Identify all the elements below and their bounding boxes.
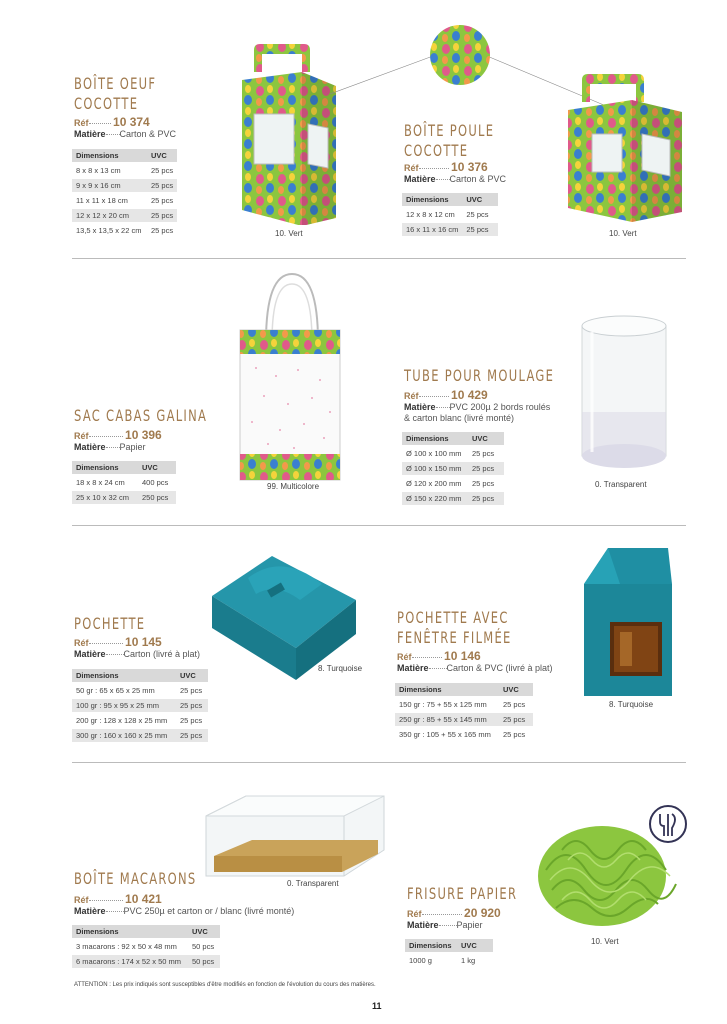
material-line: Matière PVC 200µ 2 bords roulés & carton blanc (livré monté) xyxy=(404,402,551,423)
material-line: Matière Carton (livré à plat) xyxy=(74,649,201,659)
table-row: 3 macarons : 92 x 50 x 48 mm 50 pcs xyxy=(76,942,215,951)
color-caption: 8. Turquoise xyxy=(318,664,363,673)
table-row: 250 gr : 85 + 55 x 145 mm 25 pcs xyxy=(395,713,533,726)
table-row: 350 gr : 105 + 55 x 165 mm 25 pcs xyxy=(399,730,526,739)
table-row: Ø 120 x 200 mm 25 pcs xyxy=(406,479,495,488)
ref-line: Réf 10 146 xyxy=(397,649,481,663)
color-caption: 8. Turquoise xyxy=(609,700,654,709)
product-title-boite-oeuf: BOÎTE OEUF COCOTTE xyxy=(74,74,157,113)
window-pouch-image xyxy=(580,544,676,700)
dimensions-table: Dimensions UVC Ø 100 x 100 mm 25 pcs Ø 100 x 150 mm 25 pcs Ø 120 x 200 mm 25 pcs Ø 150 x 220 mm 25 pcs xyxy=(402,430,504,507)
product-title-pochette: POCHETTE xyxy=(74,614,146,633)
disclaimer-note: ATTENTION : Les prix indiqués sont susceptibles d'être modifiés en fonction de l'évolution du cours des matières. xyxy=(74,982,376,988)
table-row: Ø 100 x 100 mm 25 pcs xyxy=(406,449,495,458)
table-row: 6 macarons : 174 x 52 x 50 mm 50 pcs xyxy=(72,955,220,968)
color-caption: 10. Vert xyxy=(591,937,619,946)
table-row: 50 gr : 65 x 65 x 25 mm 25 pcs xyxy=(76,686,203,695)
macaron-box-image xyxy=(202,792,388,880)
table-row: 8 x 8 x 13 cm 25 pcs xyxy=(76,166,174,175)
dimensions-table: Dimensions UVC 3 macarons : 92 x 50 x 48 mm 50 pcs 6 macarons : 174 x 52 x 50 mm 50 pcs xyxy=(72,923,220,970)
table-row: 100 gr : 95 x 95 x 25 mm 25 pcs xyxy=(72,699,208,712)
ref-line: Réf 10 429 xyxy=(404,388,488,402)
color-caption: 0. Transparent xyxy=(595,480,647,489)
ref-line: Réf 20 920 xyxy=(407,906,501,920)
product-title-boite-poule: BOÎTE POULE COCOTTE xyxy=(404,121,495,160)
egg-box-image xyxy=(232,40,344,225)
paper-bag-image xyxy=(236,272,348,484)
section-divider xyxy=(72,258,686,259)
ref-line: Réf 10 145 xyxy=(74,635,162,649)
product-title-tube: TUBE POUR MOULAGE xyxy=(404,366,555,385)
material-line: Matière Papier xyxy=(407,920,483,930)
dimensions-table: Dimensions UVC 1000 g 1 kg xyxy=(405,937,493,969)
color-caption: 99. Multicolore xyxy=(267,482,320,491)
dimensions-table: Dimensions UVC 50 gr : 65 x 65 x 25 mm 25 pcs 100 gr : 95 x 95 x 25 mm 25 pcs 200 gr : 128 x 128 x 25 mm 25 pcs 300 gr : 160 x 160 x 25 mm 25 pcs xyxy=(72,667,208,744)
color-caption: 10. Vert xyxy=(609,229,637,238)
table-row: 12 x 8 x 12 cm 25 pcs xyxy=(406,210,489,219)
product-title-frisure: FRISURE PAPIER xyxy=(407,884,518,903)
table-row: 13,5 x 13,5 x 22 cm 25 pcs xyxy=(76,226,174,235)
hen-box-image xyxy=(562,72,688,224)
table-row: 25 x 10 x 32 cm 250 pcs xyxy=(72,491,176,504)
ref-line: Réf 10 374 xyxy=(74,115,150,129)
color-caption: 10. Vert xyxy=(275,229,303,238)
table-row: 200 gr : 128 x 128 x 25 mm 25 pcs xyxy=(76,716,203,725)
table-row: 300 gr : 160 x 160 x 25 mm 25 pcs xyxy=(72,729,208,742)
ref-line: Réf 10 376 xyxy=(404,160,488,174)
ref-line: Réf 10 421 xyxy=(74,892,162,906)
product-title-boite-macarons: BOÎTE MACARONS xyxy=(74,869,197,888)
table-row: 16 x 11 x 16 cm 25 pcs xyxy=(402,223,498,236)
table-row: Ø 100 x 150 mm 25 pcs xyxy=(402,462,504,475)
material-line: Matière PVC 250µ et carton or / blanc (livré monté) xyxy=(74,906,295,916)
ref-line: Réf 10 396 xyxy=(74,428,162,442)
material-line: Matière Carton & PVC (livré à plat) xyxy=(397,663,553,673)
dimensions-table: Dimensions UVC 18 x 8 x 24 cm 400 pcs 25 x 10 x 32 cm 250 pcs xyxy=(72,459,176,506)
product-title-sac-cabas: SAC CABAS GALINA xyxy=(74,406,208,425)
paper-shred-image xyxy=(532,800,688,932)
table-row: 1000 g 1 kg xyxy=(409,956,476,965)
table-row: 12 x 12 x 20 cm 25 pcs xyxy=(72,209,177,222)
table-row: Ø 150 x 220 mm 25 pcs xyxy=(402,492,504,505)
section-divider xyxy=(72,525,686,526)
material-line: Matière Papier xyxy=(74,442,146,452)
dimensions-table: Dimensions UVC 12 x 8 x 12 cm 25 pcs 16 x 11 x 16 cm 25 pcs xyxy=(402,191,498,238)
page-number: 11 xyxy=(372,1001,382,1011)
section-divider xyxy=(72,762,686,763)
material-line: Matière Carton & PVC xyxy=(404,174,507,184)
dimensions-table: Dimensions UVC 150 gr : 75 + 55 x 125 mm 25 pcs 250 gr : 85 + 55 x 145 mm 25 pcs 350 gr : 105 + 55 x 165 mm 25 pcs xyxy=(395,681,533,743)
product-title-pochette-fenetre: POCHETTE AVEC FENÊTRE FILMÉE xyxy=(397,608,512,647)
table-row: 150 gr : 75 + 55 x 125 mm 25 pcs xyxy=(399,700,526,709)
color-caption: 0. Transparent xyxy=(287,879,339,888)
dimensions-table: Dimensions UVC 8 x 8 x 13 cm 25 pcs 9 x 9 x 16 cm 25 pcs 11 x 11 x 18 cm 25 pcs 12 x 12 x 20 cm 25 pcs 13,5 x 13,5 x 22 cm 25 pcs xyxy=(72,147,177,239)
material-line: Matière Carton & PVC xyxy=(74,129,177,139)
tube-image xyxy=(578,312,670,474)
table-row: 18 x 8 x 24 cm 400 pcs xyxy=(76,478,169,487)
table-row: 11 x 11 x 18 cm 25 pcs xyxy=(76,196,174,205)
table-row: 9 x 9 x 16 cm 25 pcs xyxy=(72,179,177,192)
